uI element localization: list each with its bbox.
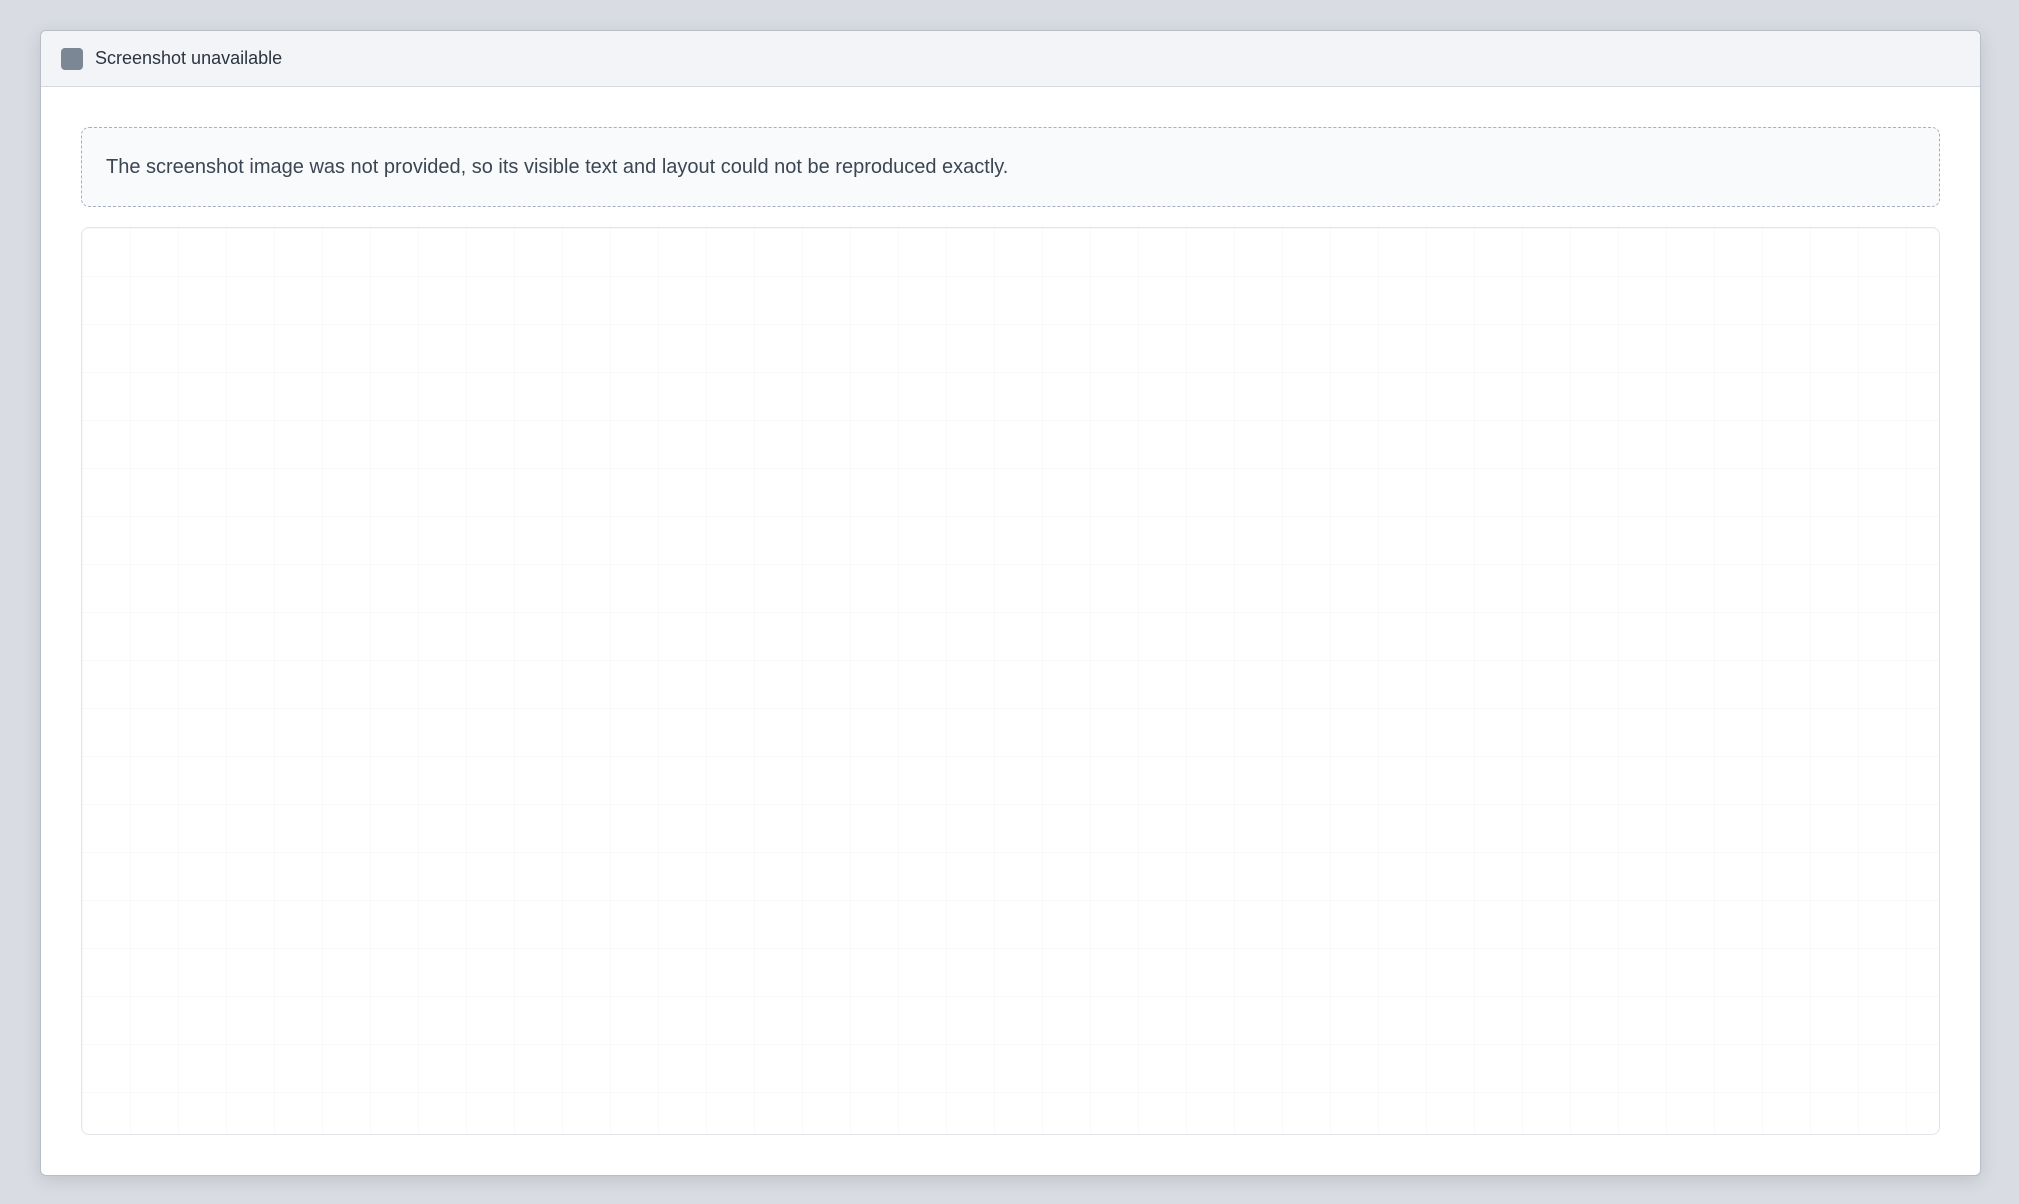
screenshot-placeholder bbox=[81, 227, 1940, 1135]
window-titlebar bbox=[41, 31, 1980, 87]
window-content bbox=[41, 87, 1980, 1175]
app-icon bbox=[61, 48, 83, 70]
app-window bbox=[40, 30, 1981, 1176]
window-title: Screenshot unavailable bbox=[95, 48, 283, 68]
missing-image-notice: The screenshot image was not provided, so its visible text and layout could not be reproduced exactly. bbox=[81, 127, 1940, 207]
